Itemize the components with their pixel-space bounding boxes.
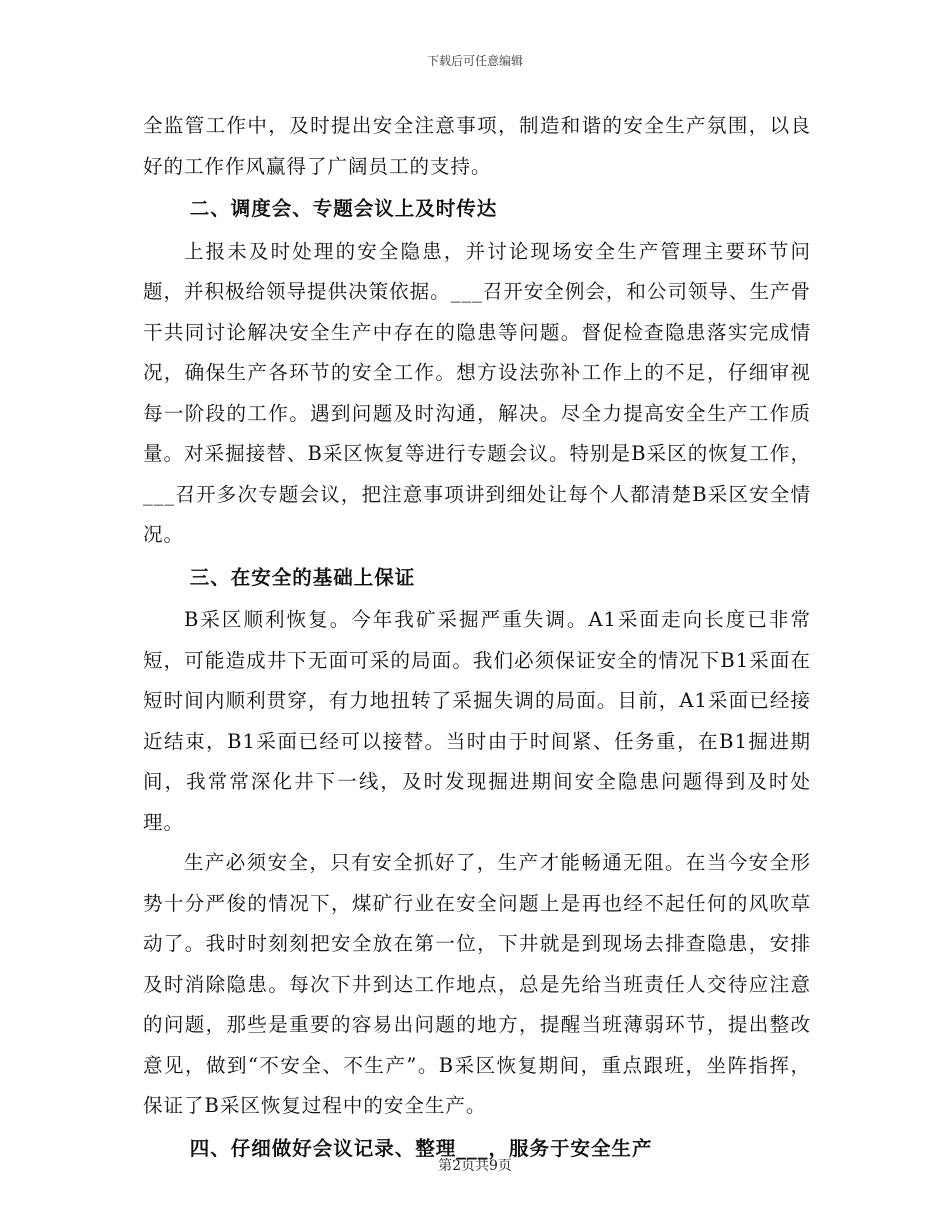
paragraph-dispatch-meetings: 上报未及时处理的安全隐患，并讨论现场安全生产管理主要环节问题，并积极给领导提供决策依据。___召开安全例会，和公司领导、生产骨干共同讨论解决安全生产中存在的隐患等问题。督促检查隐患落实完成情况，确保生产各环节的安全工作。想方设法弥补工作上的不足，仔细审视每一阶段的工作。遇到问题及时沟通，解决。尽全力提高安全生产工作质量。对采掘接替、B采区恢复等进行专题会议。特别是B采区的恢复工作，___召开多次专题会议，把注意事项讲到细处让每个人都清楚B采区安全情况。	[143, 239, 811, 546]
section-heading-2: 二、调度会、专题会议上及时传达	[189, 197, 498, 220]
page-number: 第2页共9页	[438, 1158, 512, 1174]
paragraph-b-area-recovery: B采区顺利恢复。今年我矿采掘严重失调。A1采面走向长度已非常短，可能造成井下无面可采的局面。我们必须保证安全的情况下B1采面在短时间内顺利贯穿，有力地扭转了采掘失调的局面。目前，A1采面已经接近结束，B1采面已经可以接替。当时由于时间紧、任务重，在B1掘进期间，我常常深化井下一线，及时发现掘进期间安全隐患问题得到及时处理。	[143, 608, 811, 834]
section-heading-4: 四、仔细做好会议记录、整理___，服务于安全生产	[189, 1136, 653, 1160]
paragraph-production-safety: 生产必须安全，只有安全抓好了，生产才能畅通无阻。在当今安全形势十分严俊的情况下，煤矿行业在安全问题上是再也经不起任何的风吹草动了。我时时刻刻把安全放在第一位，下井就是到现场去排查隐患，安排及时消除隐患。每次下井到达工作地点，总是先给当班责任人交待应注意的问题，那些是重要的容易出问题的地方，提醒当班薄弱环节，提出整改意见，做到“不安全、不生产”。B采区恢复期间，重点跟班，坐阵指挥，保证了B采区恢复过程中的安全生产。	[143, 851, 811, 1117]
section-heading-3: 三、在安全的基础上保证	[189, 565, 416, 589]
page-header: 下载后可任意编辑	[426, 54, 523, 68]
paragraph-continuation: 全监管工作中，及时提出安全注意事项，制造和谐的安全生产氛围，以良好的工作作风赢得了广阔员工的支持。	[143, 114, 811, 178]
document-body	[143, 106, 811, 1171]
